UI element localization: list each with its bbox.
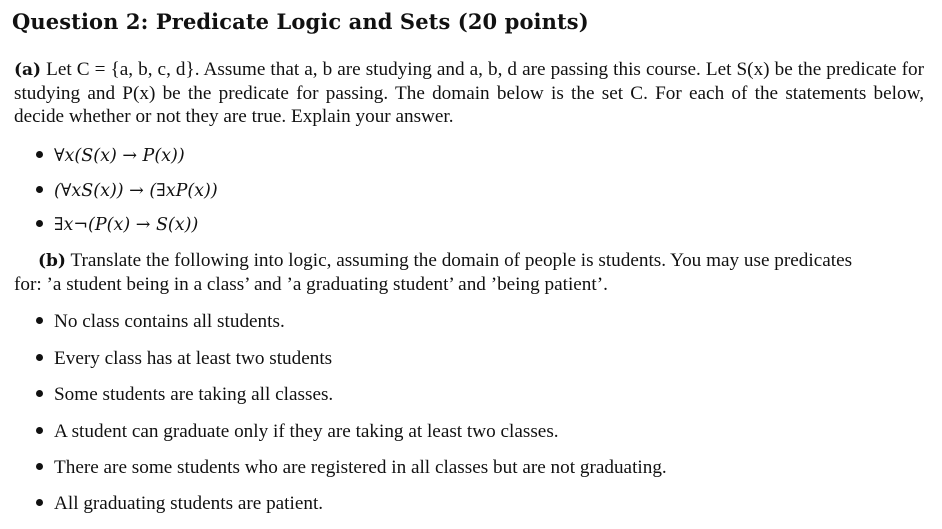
part-b-statement-3: Some students are taking all classes. — [36, 383, 333, 406]
part-a-statement-3: ∃x¬(P(x) → S(x)) — [36, 213, 198, 237]
part-b-statement-5: There are some students who are registered in all classes but are not graduating. — [36, 456, 667, 479]
part-a-text: Let C = {a, b, c, d}. Assume that a, b are studying and a, b, d are passing this course. Let S(x) be the predicate for studying and P(x) be the predicate for passing. The domain below is the set C. For each of the statements below, decide whether or not they are true. Explain your answer. — [14, 59, 925, 127]
bullet-icon — [36, 427, 43, 434]
part-a-intro — [14, 58, 924, 128]
bullet-icon — [36, 220, 43, 227]
bullet-icon — [36, 151, 43, 158]
part-b-intro — [14, 249, 924, 296]
part-a-statement-2: (∀xS(x)) → (∃xP(x)) — [36, 179, 218, 203]
part-a-label: (a) — [14, 60, 42, 80]
bullet-icon — [36, 186, 43, 193]
bullet-icon — [36, 463, 43, 470]
bullet-icon — [36, 317, 43, 324]
part-b-statement-1: No class contains all students. — [36, 310, 285, 333]
part-b-statement-2: Every class has at least two students — [36, 347, 332, 370]
part-b-statement-6: All graduating students are patient. — [36, 492, 323, 515]
part-b-line-2: for: ’a student being in a class’ and ’a graduating student’ and ’being patient’. — [14, 274, 608, 295]
part-b-line-1: (b) Translate the following into logic, assuming the domain of people is students. You may use predicates — [38, 250, 853, 271]
part-a-statement-1: ∀x(S(x) → P(x)) — [36, 144, 185, 168]
bullet-icon — [36, 499, 43, 506]
bullet-icon — [36, 354, 43, 361]
bullet-icon — [36, 390, 43, 397]
question-title: Question 2: Predicate Logic and Sets (20 points) — [12, 9, 589, 34]
part-b-statement-4: A student can graduate only if they are taking at least two classes. — [36, 420, 559, 443]
part-b-label: (b) — [38, 251, 66, 271]
